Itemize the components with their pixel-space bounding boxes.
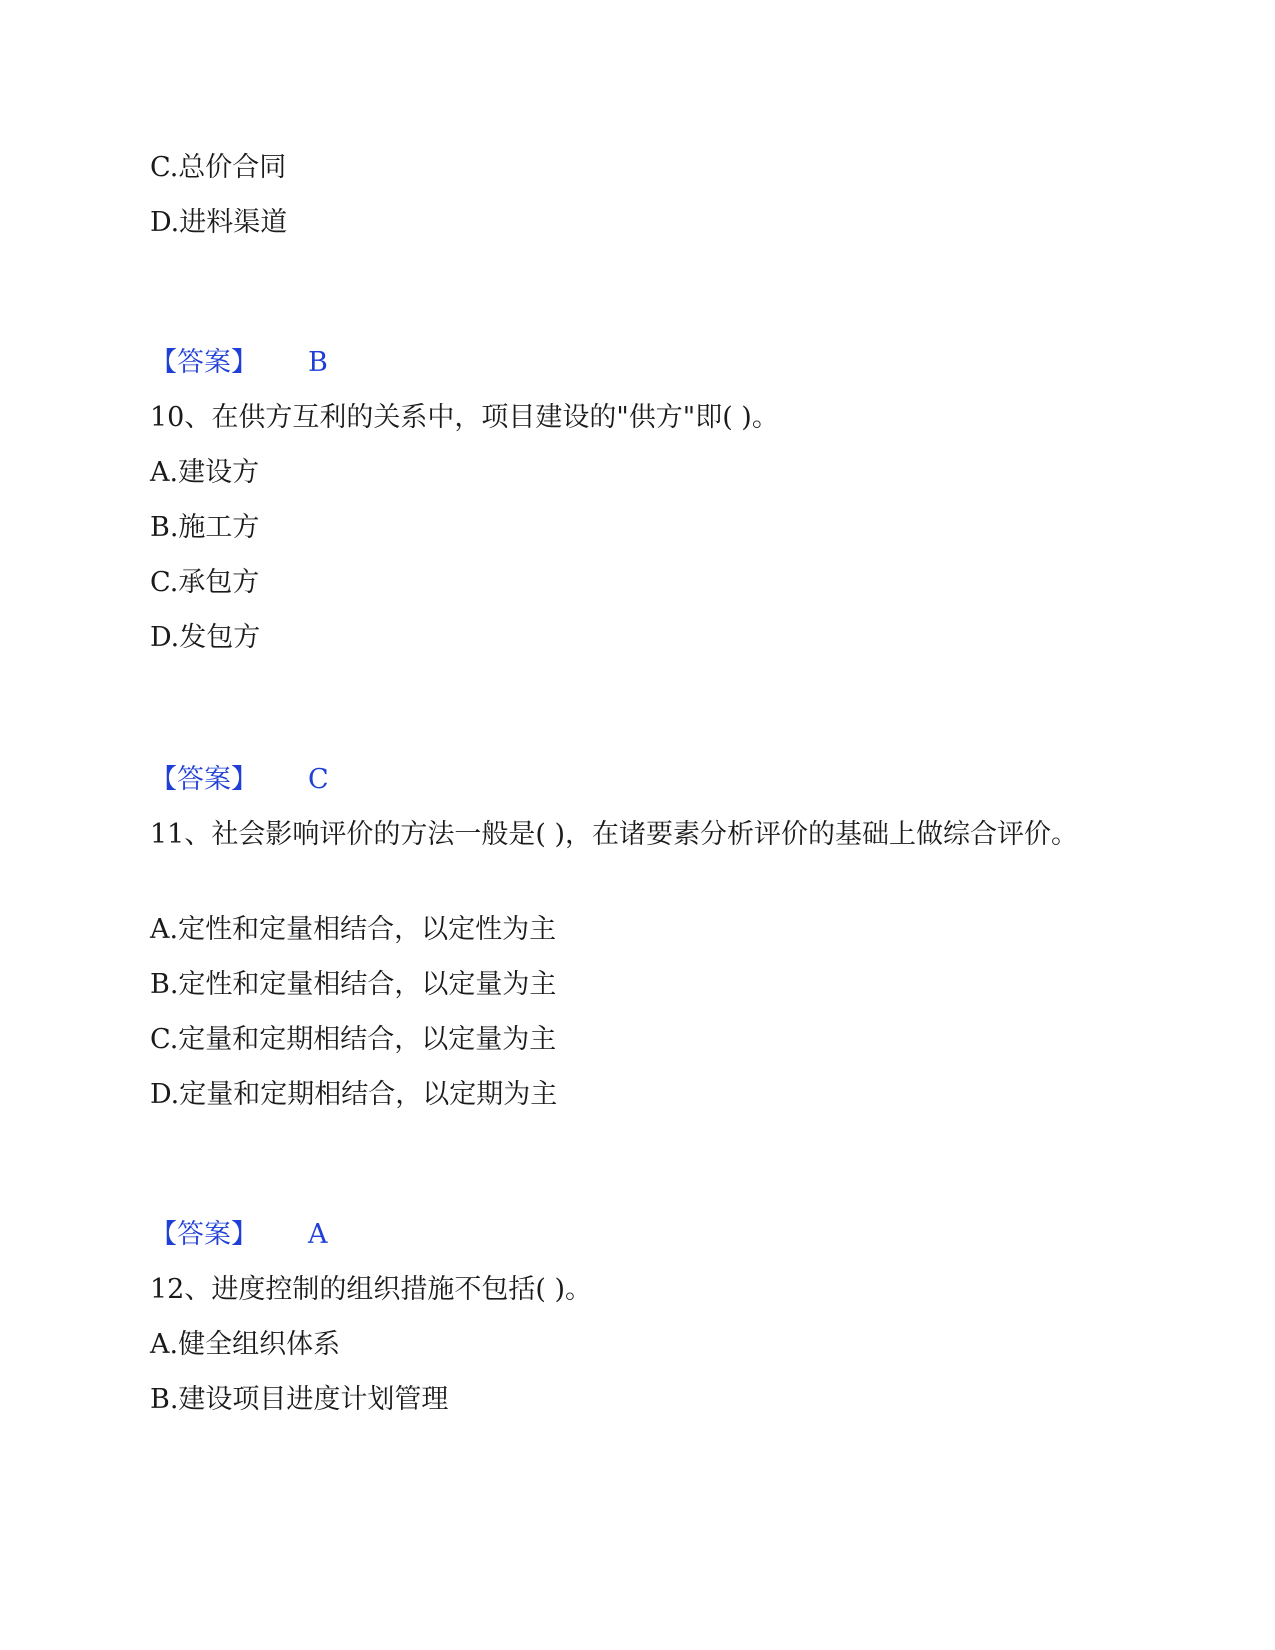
q12-option-a: A.健全组织体系: [150, 1329, 341, 1360]
q9-option-c: C.总价合同: [150, 152, 287, 183]
q12-stem: 12、进度控制的组织措施不包括( )。: [150, 1274, 593, 1305]
q10-option-b: B.施工方: [150, 512, 260, 543]
q10-option-c: C.承包方: [150, 567, 260, 598]
q11-stem: 11、社会影响评价的方法一般是( )，在诸要素分析评价的基础上做综合评价。: [150, 819, 1079, 850]
q10-stem: 10、在供方互利的关系中，项目建设的"供方"即( )。: [150, 402, 779, 433]
q9-option-d: D.进料渠道: [150, 207, 288, 238]
q9-answer: [150, 343, 328, 383]
q11-option-b: B.定性和定量相结合，以定量为主: [150, 969, 557, 1000]
q10-answer: [150, 760, 329, 800]
q11-option-d: D.定量和定期相结合，以定期为主: [150, 1079, 558, 1110]
answer-label: 【答案】: [150, 764, 258, 795]
q10-option-d: D.发包方: [150, 622, 261, 653]
answer-value: B: [308, 347, 328, 378]
q11-answer: [150, 1215, 328, 1255]
answer-value: A: [308, 1219, 328, 1250]
q10-option-a: A.建设方: [150, 457, 260, 488]
answer-label: 【答案】: [150, 1219, 258, 1250]
answer-value: C: [308, 764, 329, 795]
q11-option-a: A.定性和定量相结合，以定性为主: [150, 914, 557, 945]
answer-label: 【答案】: [150, 347, 258, 378]
q11-option-c: C.定量和定期相结合，以定量为主: [150, 1024, 557, 1055]
q12-option-b: B.建设项目进度计划管理: [150, 1384, 449, 1415]
